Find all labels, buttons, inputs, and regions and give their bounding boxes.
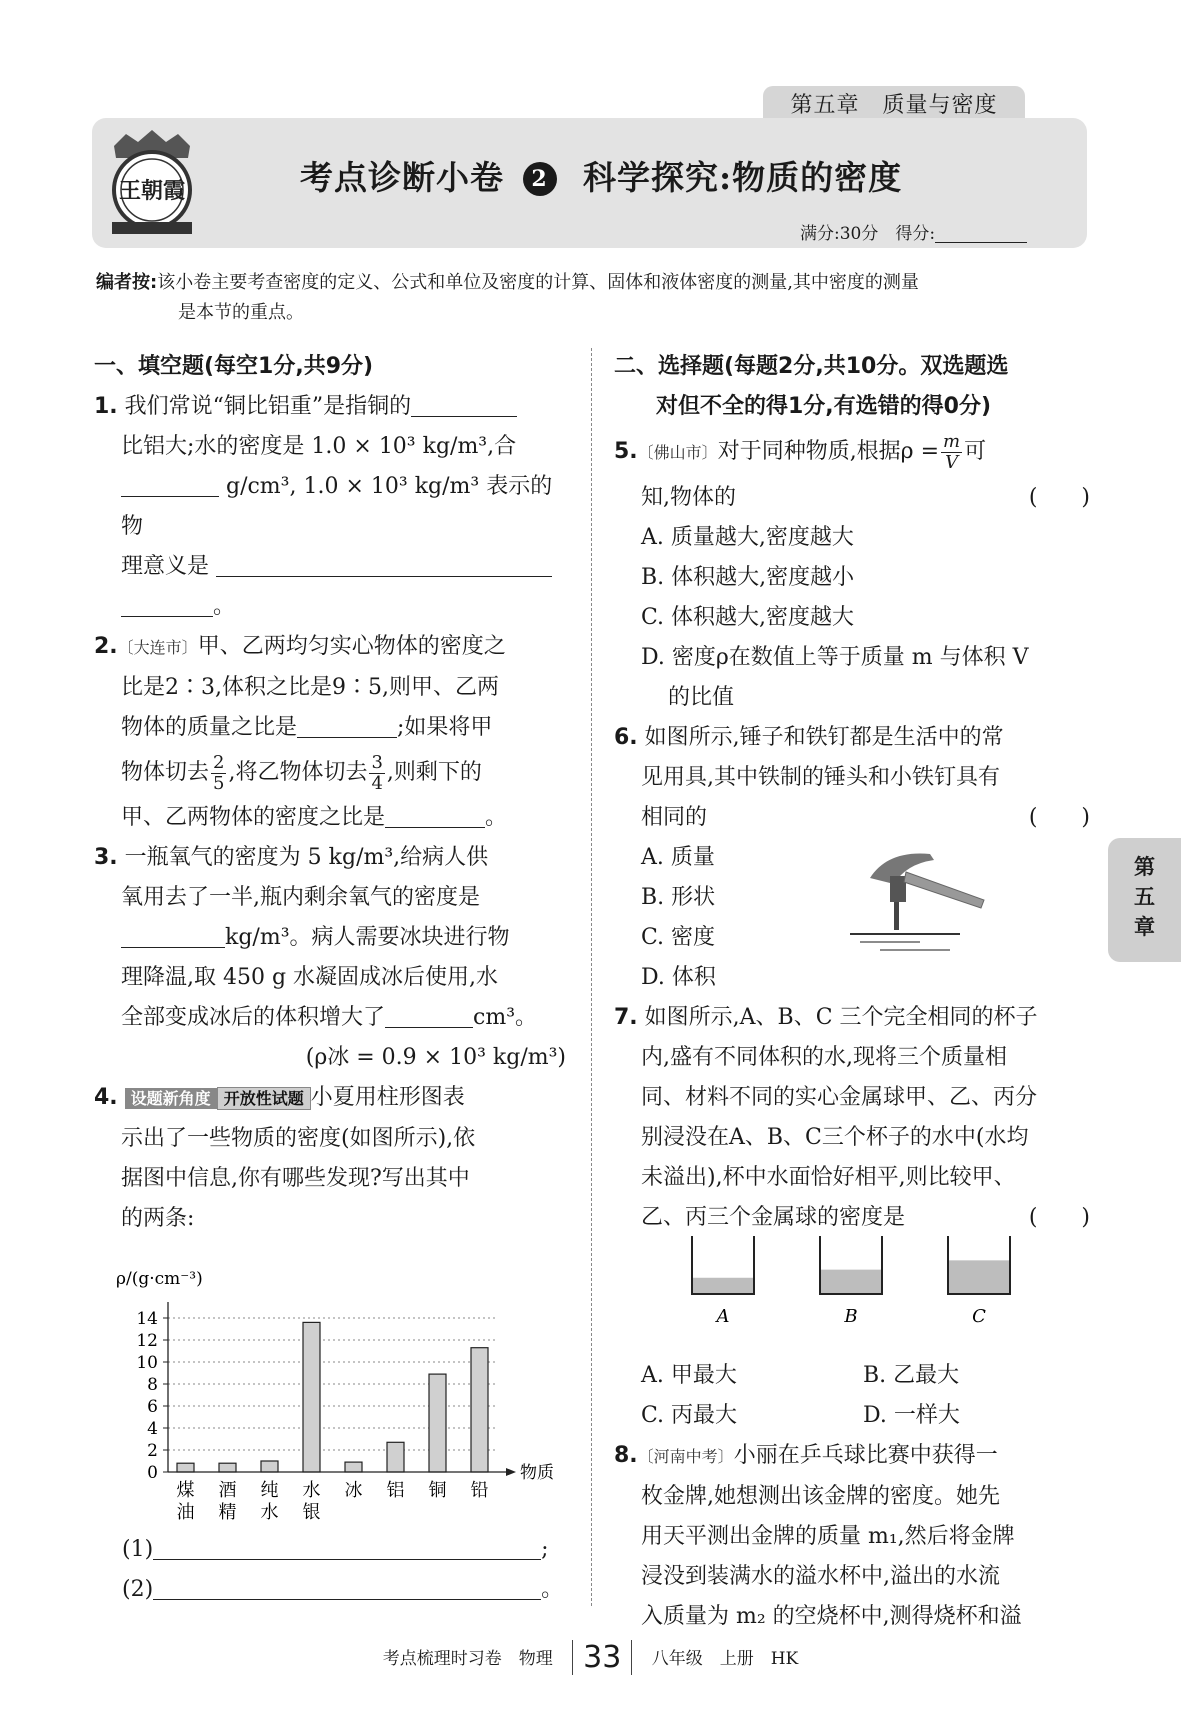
q3-text5b: cm³。 bbox=[473, 1005, 538, 1030]
chart-bar bbox=[219, 1463, 236, 1472]
q3-ice-density: (ρ冰 = 0.9 × 10³ kg/m³) bbox=[305, 1045, 566, 1070]
chart-y-tick-label: 12 bbox=[136, 1331, 158, 1351]
q2-fraction2: $\frac{3}{4}$ bbox=[371, 751, 383, 794]
chapter-side-tab bbox=[1108, 838, 1181, 962]
chart-bar bbox=[429, 1374, 446, 1472]
q7-number: 7. bbox=[614, 1005, 638, 1030]
q6-option-b[interactable]: B. 形状 bbox=[641, 885, 716, 910]
q4-number: 4. bbox=[94, 1085, 118, 1110]
chart-y-tick-label: 10 bbox=[136, 1353, 158, 1373]
q8-text4: 浸没到装满水的溢水杯中,溢出的水流 bbox=[641, 1564, 1000, 1589]
footer-left: 考点梳理时习卷 物理 bbox=[382, 1649, 553, 1669]
q5-text1: 对于同种物质,根据ρ = bbox=[717, 439, 940, 464]
chart-xlabel: 物质 bbox=[520, 1463, 554, 1483]
cup-label: A bbox=[716, 1306, 730, 1327]
q7-text6: 乙、丙三个金属球的密度是 bbox=[641, 1205, 906, 1230]
q8-text1: 小丽在乒乓球比赛中获得一 bbox=[733, 1443, 998, 1468]
score-label: 满分:30分 得分: bbox=[800, 224, 936, 244]
q6-option-a[interactable]: A. 质量 bbox=[641, 845, 715, 870]
editor-note-label: 编者按: bbox=[96, 272, 158, 293]
q4-tag-new-angle: 设题新角度 bbox=[125, 1088, 217, 1109]
q3-number: 3. bbox=[94, 845, 118, 870]
q8-text5: 入质量为 m₂ 的空烧杯中,测得烧杯和溢 bbox=[641, 1604, 1022, 1629]
side-tab-char2: 五 bbox=[1134, 885, 1155, 909]
q1-text3: g/cm³, 1.0 × 10³ kg/m³ 表示的物 bbox=[121, 474, 553, 539]
cups-figure bbox=[676, 1232, 1056, 1332]
q8-source: 〔河南中考〕 bbox=[637, 1447, 734, 1466]
q5-option-a[interactable]: A. 质量越大,密度越大 bbox=[641, 525, 854, 550]
chapter-tab: 第五章 质量与密度 bbox=[763, 86, 1025, 124]
left-column bbox=[94, 347, 566, 1239]
q5-option-d-cont: 的比值 bbox=[668, 685, 735, 710]
editor-note-line2: 是本节的重点。 bbox=[178, 302, 304, 323]
chart-category-label: 油 bbox=[176, 1502, 195, 1523]
q4-text2: 示出了一些物质的密度(如图所示),依 bbox=[121, 1126, 476, 1151]
q3-blank2[interactable] bbox=[385, 1001, 473, 1028]
chart-y-tick-label: 2 bbox=[147, 1441, 158, 1461]
q1-text1: 我们常说“铜比铝重”是指铜的 bbox=[124, 394, 412, 419]
q6-option-d[interactable]: D. 体积 bbox=[641, 965, 716, 990]
section1-title: 一、填空题(每空1分,共9分) bbox=[94, 354, 374, 379]
editor-note bbox=[96, 268, 1088, 328]
q5-number: 5. bbox=[614, 439, 638, 464]
chart-category-label: 铅 bbox=[470, 1480, 489, 1501]
q5-answer-paren[interactable]: ( ) bbox=[1028, 485, 1090, 510]
cup-label: B bbox=[844, 1306, 858, 1327]
publisher-logo bbox=[104, 128, 200, 240]
side-tab-char1: 第 bbox=[1134, 855, 1155, 879]
q1-text2: 比铝大;水的密度是 1.0 × 10³ kg/m³,合 bbox=[121, 434, 517, 459]
section2-title-line1: 二、选择题(每题2分,共10分。双选题选 bbox=[614, 354, 1009, 379]
q4-tag-open: 开放性试题 bbox=[217, 1087, 311, 1110]
q4-text4: 的两条: bbox=[121, 1206, 195, 1231]
page-number: 33 bbox=[572, 1640, 632, 1675]
chart-category-label: 精 bbox=[218, 1502, 237, 1523]
q3-text4: 理降温,取 450 g 水凝固成冰后使用,水 bbox=[121, 965, 499, 990]
q2-text5: 甲、乙两物体的密度之比是 bbox=[121, 805, 386, 830]
question-7 bbox=[614, 998, 1090, 1436]
chart-y-tick-label: 0 bbox=[147, 1463, 158, 1483]
editor-note-line1: 该小卷主要考查密度的定义、公式和单位及密度的计算、固体和液体密度的测量,其中密度的测量 bbox=[157, 272, 919, 293]
cup-water bbox=[948, 1260, 1010, 1294]
right-column bbox=[614, 347, 1090, 1637]
chart-category-label: 水 bbox=[302, 1480, 321, 1501]
q7-text2: 内,盛有不同体积的水,现将三个质量相 bbox=[641, 1045, 1007, 1070]
density-bar-chart bbox=[108, 1262, 568, 1532]
q2-text4a: 物体切去 bbox=[121, 760, 210, 785]
chart-bar bbox=[387, 1442, 404, 1472]
q4-answer1-line[interactable] bbox=[153, 1533, 541, 1560]
q1-text5: 。 bbox=[213, 594, 236, 619]
q8-text2: 枚金牌,她想测出该金牌的密度。她先 bbox=[641, 1484, 1000, 1509]
question-1 bbox=[94, 387, 566, 627]
q1-blank2[interactable] bbox=[121, 470, 219, 497]
q2-text3: 物体的质量之比是 bbox=[121, 715, 298, 740]
q2-number: 2. bbox=[94, 634, 118, 659]
logo-text: 王朝霞 bbox=[118, 178, 186, 204]
q6-number: 6. bbox=[614, 725, 638, 750]
q2-fraction1: $\frac{2}{5}$ bbox=[213, 751, 225, 794]
q6-text1: 如图所示,锤子和铁钉都是生活中的常 bbox=[644, 725, 1004, 750]
chart-category-label: 铜 bbox=[428, 1480, 447, 1501]
score-blank[interactable] bbox=[935, 228, 1027, 243]
q5-source: 〔佛山市〕 bbox=[637, 443, 718, 462]
chart-category-label: 铝 bbox=[386, 1480, 405, 1501]
q6-text3: 相同的 bbox=[641, 805, 708, 830]
cup-label: C bbox=[972, 1306, 986, 1327]
title-prefix: 考点诊断小卷 bbox=[300, 158, 504, 197]
q2-blank2[interactable] bbox=[385, 801, 485, 828]
question-3 bbox=[94, 838, 566, 1078]
chart-bar bbox=[261, 1461, 278, 1472]
chart-bar bbox=[471, 1348, 488, 1472]
question-2 bbox=[94, 627, 566, 838]
q3-blank1[interactable] bbox=[121, 921, 225, 948]
chart-y-tick-label: 4 bbox=[147, 1419, 158, 1439]
q7-text4: 别浸没在A、B、C三个杯子的水中(水均 bbox=[641, 1125, 1029, 1150]
q2-blank1[interactable] bbox=[297, 711, 397, 738]
chart-x-arrow bbox=[506, 1468, 516, 1476]
q5-option-b[interactable]: B. 体积越大,密度越小 bbox=[641, 565, 855, 590]
q3-text1: 一瓶氧气的密度为 5 kg/m³,给病人供 bbox=[124, 845, 489, 870]
q4-answer2-end: 。 bbox=[541, 1577, 564, 1602]
q1-text4: 理意义是 bbox=[121, 554, 210, 579]
q2-text2: 比是2∶3,体积之比是9∶5,则甲、乙两 bbox=[121, 675, 499, 700]
q7-text5: 未溢出),杯中水面恰好相平,则比较甲、 bbox=[641, 1165, 1016, 1190]
logo-ribbon bbox=[112, 222, 192, 234]
q8-number: 8. bbox=[614, 1443, 638, 1468]
q7-option-d[interactable]: D. 一样大 bbox=[863, 1403, 960, 1428]
chart-category-label: 冰 bbox=[344, 1480, 363, 1501]
nail-icon bbox=[894, 902, 899, 930]
q4-text3: 据图中信息,你有哪些发现?写出其中 bbox=[121, 1166, 470, 1191]
chart-y-tick-label: 8 bbox=[147, 1375, 158, 1395]
q1-blank1[interactable] bbox=[411, 390, 517, 417]
chart-category-label: 水 bbox=[260, 1502, 279, 1523]
title-number-badge: 2 bbox=[523, 162, 557, 196]
q3-text3: kg/m³。病人需要冰块进行物 bbox=[225, 925, 510, 950]
q7-option-b[interactable]: B. 乙最大 bbox=[863, 1363, 960, 1388]
q4-answer1-end: ; bbox=[541, 1537, 549, 1562]
hammer-handle-icon bbox=[904, 872, 984, 908]
chart-y-tick-label: 14 bbox=[136, 1309, 158, 1329]
q7-option-c[interactable]: C. 丙最大 bbox=[641, 1403, 738, 1428]
q4-answer2-line[interactable] bbox=[153, 1573, 541, 1600]
chart-category-label: 酒 bbox=[218, 1480, 237, 1501]
title-topic: 科学探究:物质的密度 bbox=[583, 158, 903, 197]
footer-right: 八年级 上册 HK bbox=[651, 1649, 799, 1669]
side-tab-char3: 章 bbox=[1134, 915, 1155, 939]
q2-source: 〔大连市〕 bbox=[117, 638, 198, 657]
q2-text1: 甲、乙两均匀实心物体的密度之 bbox=[197, 634, 506, 659]
q6-option-c[interactable]: C. 密度 bbox=[641, 925, 716, 950]
q3-text5: 全部变成冰后的体积增大了 bbox=[121, 1005, 386, 1030]
q7-answer-paren[interactable]: ( ) bbox=[1028, 1205, 1090, 1230]
q6-text2: 见用具,其中铁制的锤头和小铁钉具有 bbox=[641, 765, 1000, 790]
score-line bbox=[800, 219, 1027, 244]
q2-text4b: ,将乙物体切去 bbox=[228, 760, 368, 785]
q1-blank3-cont[interactable] bbox=[121, 590, 213, 617]
q7-text3: 同、材料不同的实心金属球甲、乙、丙分 bbox=[641, 1085, 1038, 1110]
q4-text1: 小夏用柱形图表 bbox=[310, 1085, 465, 1110]
chart-category-label: 煤 bbox=[176, 1480, 195, 1501]
q5-text2: 知,物体的 bbox=[641, 485, 736, 510]
q6-answer-paren[interactable]: ( ) bbox=[1028, 805, 1090, 830]
chart-bar bbox=[345, 1462, 362, 1472]
q1-blank3[interactable] bbox=[216, 550, 552, 577]
q4-answers bbox=[122, 1530, 572, 1610]
hammer-face bbox=[890, 876, 906, 902]
cup-water bbox=[820, 1270, 882, 1294]
cup-water bbox=[692, 1278, 754, 1294]
q2-text4c: ,则剩下的 bbox=[386, 760, 482, 785]
page-footer bbox=[0, 1640, 1181, 1675]
chart-category-label: 纯 bbox=[260, 1480, 279, 1501]
q2-text3b: ;如果将甲 bbox=[397, 715, 493, 740]
q5-option-d[interactable]: D. 密度ρ在数值上等于质量 m 与体积 V bbox=[641, 645, 1029, 670]
chart-bar bbox=[177, 1463, 194, 1472]
q7-option-a[interactable]: A. 甲最大 bbox=[641, 1363, 737, 1388]
q5-fraction: $\frac{m}{V}$ bbox=[943, 430, 961, 473]
q8-text3: 用天平测出金牌的质量 m₁,然后将金牌 bbox=[641, 1524, 1015, 1549]
q2-text5b: 。 bbox=[485, 805, 508, 830]
column-divider bbox=[591, 348, 592, 1606]
chart-y-tick-label: 6 bbox=[147, 1397, 158, 1417]
chart-ylabel: ρ/(g·cm⁻³) bbox=[116, 1269, 203, 1289]
q7-text1: 如图所示,A、B、C 三个完全相同的杯子 bbox=[644, 1005, 1038, 1030]
question-5 bbox=[614, 427, 1090, 718]
q4-answer1-label: (1) bbox=[122, 1537, 154, 1562]
q4-answer2-label: (2) bbox=[122, 1577, 154, 1602]
hammer-nail-figure bbox=[850, 838, 990, 956]
q5-option-c[interactable]: C. 体积越大,密度越大 bbox=[641, 605, 855, 630]
chart-bar bbox=[303, 1322, 320, 1472]
question-4 bbox=[94, 1078, 566, 1239]
q5-text1b: 可 bbox=[964, 439, 987, 464]
q3-text2: 氧用去了一半,瓶内剩余氧气的密度是 bbox=[121, 885, 480, 910]
page-title bbox=[300, 152, 902, 199]
chart-category-label: 银 bbox=[302, 1502, 321, 1523]
question-8 bbox=[614, 1436, 1090, 1637]
section2-title-line2: 对但不全的得1分,有选错的得0分) bbox=[656, 394, 992, 419]
q1-number: 1. bbox=[94, 394, 118, 419]
